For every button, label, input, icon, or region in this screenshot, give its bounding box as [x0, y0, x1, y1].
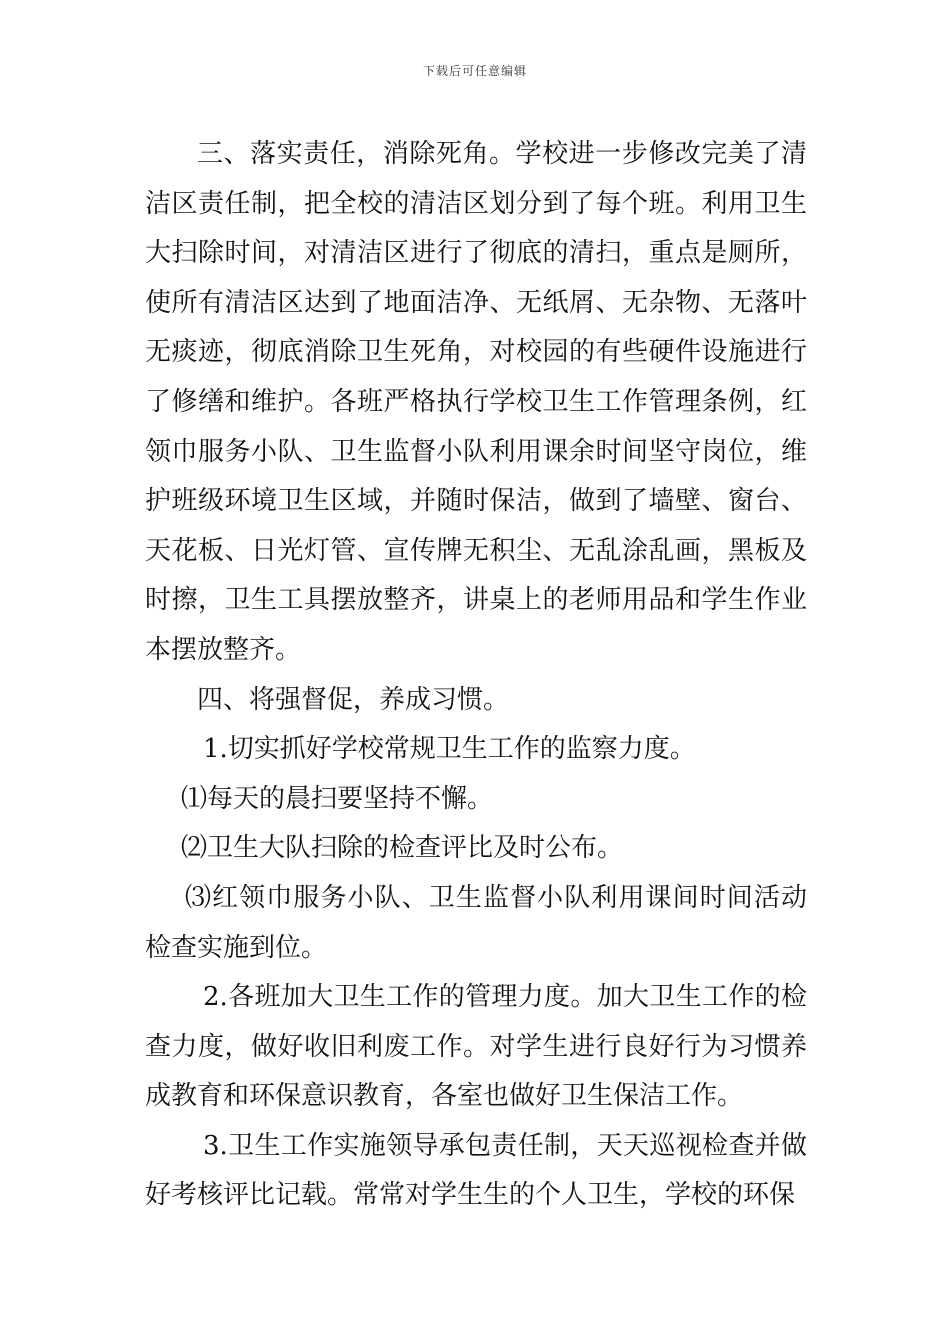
- paragraph-item-3: 3.卫生工作实施领导承包责任制，天天巡视检查并做好考核评比记载。常常对学生生的个人卫生，学校的环保: [145, 1130, 807, 1211]
- paragraph-subitem-2: ⑵卫生大队扫除的检查评比及时公布。: [181, 833, 624, 864]
- page-header: 下载后可任意编辑: [422, 64, 527, 78]
- paragraph-item-1: 1.切实抓好学校常规卫生工作的监察力度。: [203, 734, 696, 765]
- paragraph-section-four-heading: 四、将强督促，养成习惯。: [197, 684, 510, 715]
- paragraph-section-three: 三、落实责任，消除死角。学校进一步修改完美了清洁区责任制，把全校的清洁区划分到了每个班。利用卫生大扫除时间，对清洁区进行了彻底的清扫，重点是厕所，使所有清洁区达到了地面洁净、无纸屑、无杂物、无落叶无痰迹，彻底消除卫生死角，对校园的有些硬件设施进行了修缮和维护。各班严格执行学校卫生工作管理条例，红领巾服务小队、卫生监督小队利用课余时间坚守岗位，维护班级环境卫生区域，并随时保洁，做到了墙壁、窗台、天花板、日光灯管、宣传牌无积尘、无乱涂乱画，黑板及时擦，卫生工具摆放整齐，讲桌上的老师用品和学生作业本摆放整齐。: [145, 139, 807, 665]
- paragraph-subitem-1: ⑴每天的晨扫要坚持不懈。: [181, 783, 494, 814]
- document-body: [145, 130, 807, 1221]
- paragraph-subitem-3: ⑶红领巾服务小队、卫生监督小队利用课间时间活动检查实施到位。: [145, 882, 807, 963]
- paragraph-item-2: 2.各班加大卫生工作的管理力度。加大卫生工作的检查力度，做好收旧利废工作。对学生进行良好行为习惯养成教育和环保意识教育，各室也做好卫生保洁工作。: [145, 982, 807, 1112]
